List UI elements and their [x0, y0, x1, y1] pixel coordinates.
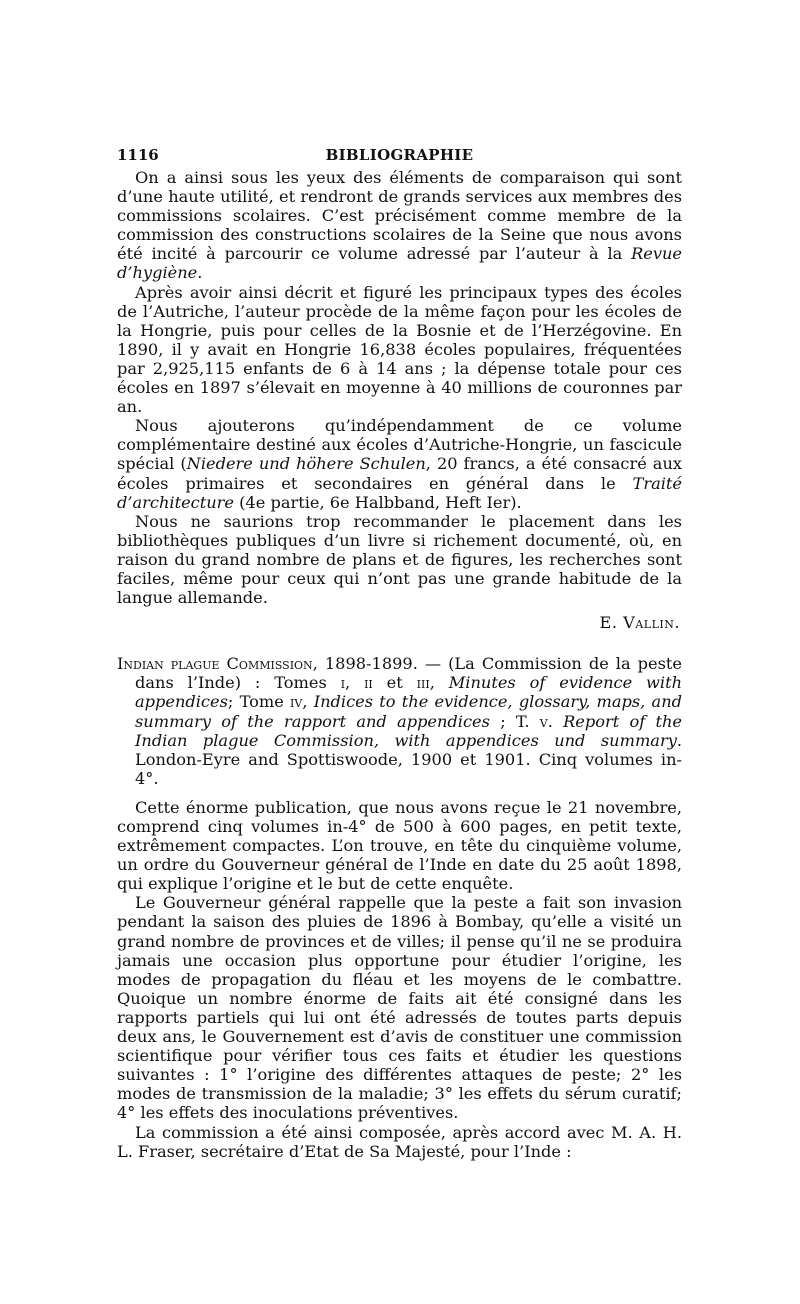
review2-bibliographic-entry: Indian plague Commission, 1898-1899. — (La Commission de la peste dans l’Inde) : Tomes i, ii et iii, Minutes of evidence with appendices; Tome iv, Indices to the evidence, glossary, maps, and summary of the rapport and appendices ; T. v. Report of the Indian plague Commission, with appendices und summary. London-Eyre and Spottiswoode, 1900 et 1901. Cinq volumes in-4°. [117, 654, 683, 788]
page-number: 1116 [117, 146, 159, 164]
review1-paragraph-3: Nous ajouterons qu’indépendamment de ce volume complémentaire destiné aux écoles d’Autriche-Hongrie, un fascicule spécial (Niedere und höhere Schulen, 20 francs, a été consacré aux écoles primaires et secondaires en général dans le Traité d’architecture (4e partie, 6e Halbband, Heft Ier). [117, 416, 683, 512]
running-title: BIBLIOGRAPHIE [325, 146, 474, 164]
page-header [117, 146, 682, 168]
book-page [117, 146, 682, 1161]
review1-signature: E. Vallin. [599, 613, 680, 633]
review2-paragraph-1: Cette énorme publication, que nous avons reçue le 21 novembre, comprend cinq volumes in-4° de 500 à 600 pages, en petit texte, extrêmement compactes. L’on trouve, en tête du cinquième volume, un ordre du Gouverneur général de l’Inde en date du 25 août 1898, qui explique l’origine et le but de cette enquête. [117, 797, 682, 894]
review1-paragraph-1: On a ainsi sous les yeux des éléments de comparaison qui sont d’une haute utilité, et rendront de grands services aux membres des commissions scolaires. C’est précisément comme membre de la commission des constructions scolaires de la Seine que nous avons été incité à parcourir ce volume adressé par l’auteur à la Revue d’hygiène. [117, 168, 682, 283]
review2-paragraph-2: Le Gouverneur général rappelle que la peste a fait son invasion pendant la saison des pluies de 1896 à Bombay, qu’elle a visité un grand nombre de provinces et de villes; il pense qu’il ne se produira jamais une occasion plus opportune pour étudier l’origine, les modes de propagation du fléau et les moyens de le combattre. Quoique un nombre énorme de faits ait été consigné dans les rapports partiels qui lui ont été adressés de toutes parts depuis deux ans, le Gouvernement est d’avis de constituer une commission scientifique pour vérifier tous ces faits et étudier les questions suivantes : 1° l’origine des différentes attaques de peste; 2° les modes de transmission de la maladie; 3° les effets du sérum curatif; 4° les effets des inoculations préventives. [117, 893, 682, 1123]
review1-paragraph-4: Nous ne saurions trop recommander le placement dans les bibliothèques publiques d’un livre si richement documenté, où, en raison du grand nombre de plans et de figures, les recherches sont faciles, même pour ceux qui n’ont pas une grande habitude de la langue allemande. [117, 511, 682, 608]
review2-paragraph-3: La commission a été ainsi composée, après accord avec M. A. H. L. Fraser, secrétaire d’Etat de Sa Majesté, pour l’Inde : [117, 1122, 682, 1161]
review1-paragraph-2: Après avoir ainsi décrit et figuré les principaux types des écoles de l’Autriche, l’auteur procède de la même façon pour les écoles de la Hongrie, puis pour celles de la Bosnie et de l’Herzégovine. En 1890, il y avait en Hongrie 16,838 écoles populaires, fréquentées par 2,925,115 enfants de 6 à 14 ans ; la dépense totale pour ces écoles en 1897 s’élevait en moyenne à 40 millions de couronnes par an. [117, 282, 682, 417]
